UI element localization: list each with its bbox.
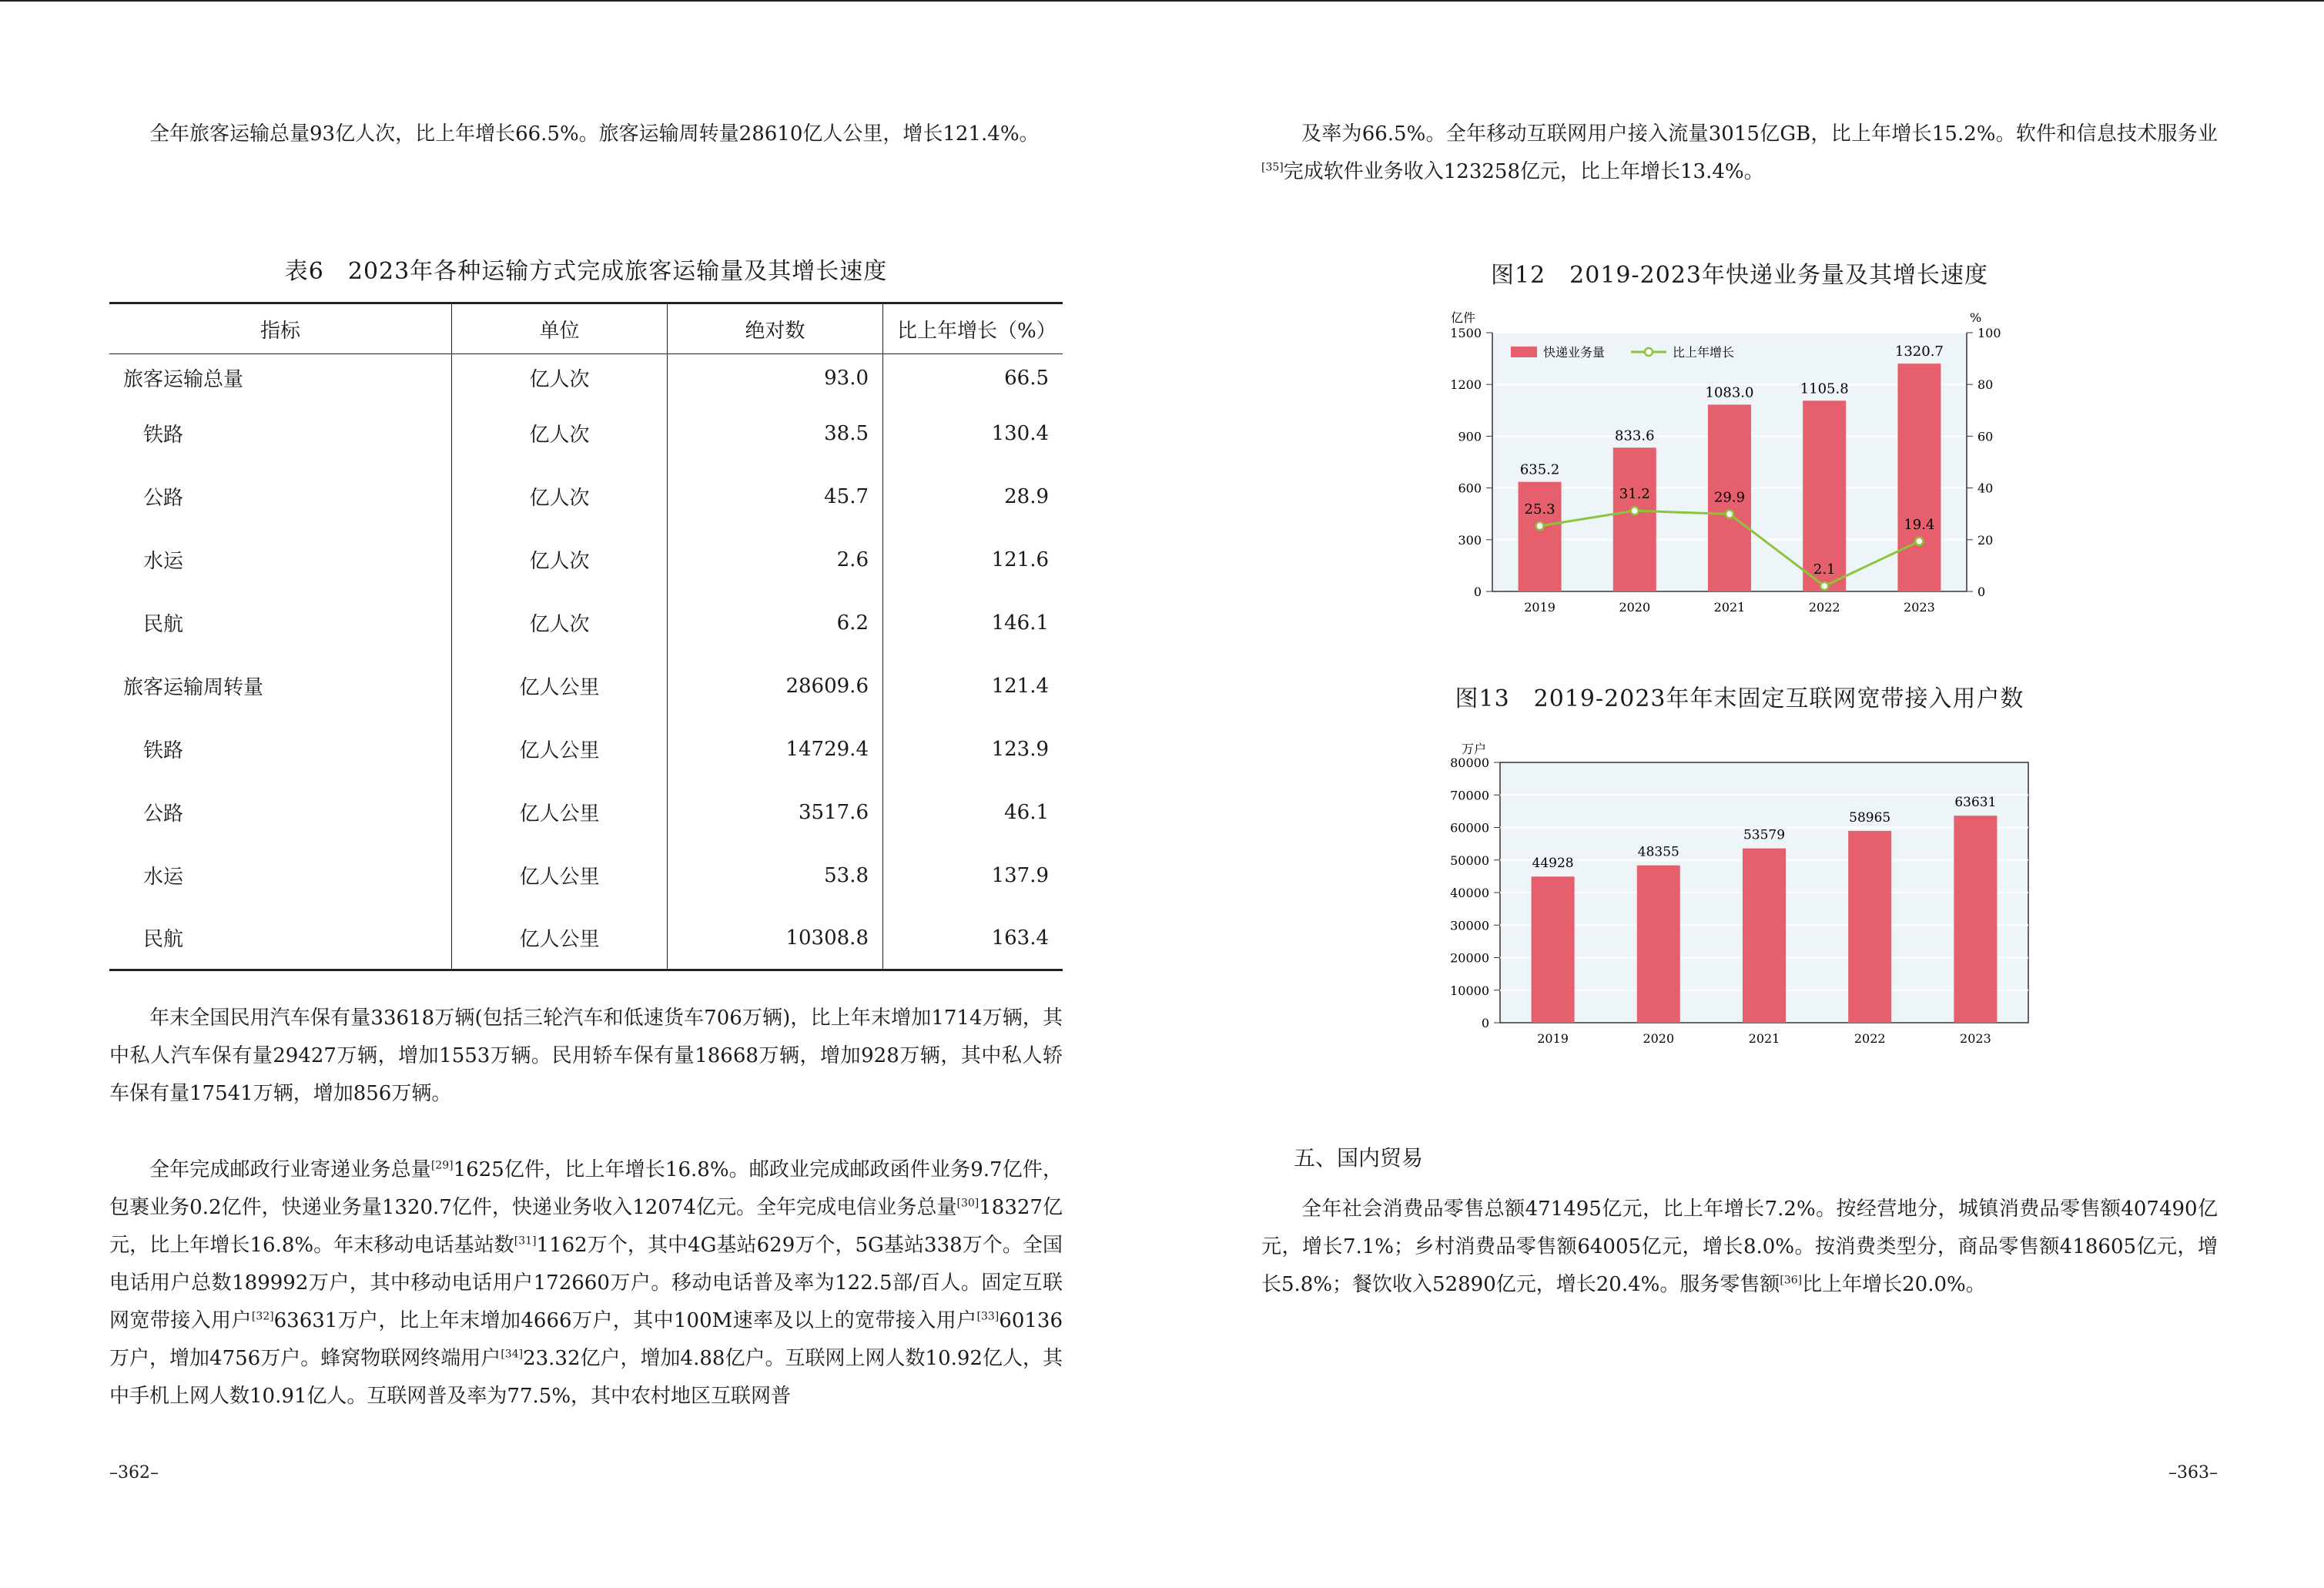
text-run: 完成软件业务收入123258亿元，比上年增长13.4%。 bbox=[1283, 160, 1764, 183]
cell-absolute: 14729.4 bbox=[668, 718, 883, 781]
table-row bbox=[109, 907, 1063, 970]
bar bbox=[1519, 482, 1562, 591]
text-run: 比上年增长20.0%。 bbox=[1802, 1273, 1986, 1296]
cell-unit: 亿人公里 bbox=[452, 907, 668, 970]
growth-point bbox=[1915, 538, 1923, 545]
cell-growth: 66.5 bbox=[883, 354, 1063, 402]
passenger-transport-table bbox=[109, 302, 1063, 971]
x-tick-label: 2019 bbox=[1524, 600, 1555, 615]
footnote-ref: [31] bbox=[514, 1235, 537, 1248]
text-run: 全年完成邮政行业寄递业务总量 bbox=[149, 1158, 431, 1181]
cell-indicator: 民航 bbox=[109, 907, 452, 970]
cell-growth: 130.4 bbox=[883, 402, 1063, 465]
page-number-right: –363– bbox=[2168, 1463, 2218, 1482]
text-run: 18327亿元，比上年增长16.8%。年末移动电话基站数 bbox=[109, 1196, 1063, 1257]
cell-indicator: 铁路 bbox=[143, 424, 184, 447]
y-tick-label: 10000 bbox=[1450, 983, 1489, 998]
growth-point bbox=[1631, 507, 1639, 514]
broadband-users-chart bbox=[1261, 732, 2218, 1055]
cell-indicator: 公路 bbox=[143, 487, 184, 510]
x-tick-label: 2021 bbox=[1748, 1031, 1780, 1046]
cell-unit: 亿人公里 bbox=[452, 844, 668, 907]
y-tick-label: 40000 bbox=[1450, 886, 1489, 900]
text-run: 全年社会消费品零售总额471495亿元，比上年增长7.2%。按经营地分，城镇消费品零售额407490亿元，增长7.1%；乡村消费品零售额64005亿元，增长8.0%。按消费类型分，商品零售额418605亿元，增长5.8%；餐饮收入52890亿元，增长20.4%。服务零售额 bbox=[1261, 1198, 2218, 1296]
growth-point bbox=[1536, 522, 1544, 530]
text-run: 60136万户，增加4756万户。蜂窝物联网终端用户 bbox=[109, 1309, 1063, 1370]
growth-value-label: 19.4 bbox=[1904, 516, 1935, 533]
x-tick-label: 2020 bbox=[1643, 1031, 1675, 1046]
y-axis-label-left: 亿件 bbox=[1451, 310, 1476, 325]
growth-value-label: 2.1 bbox=[1813, 561, 1836, 578]
cell-growth: 146.1 bbox=[883, 591, 1063, 655]
cell-absolute: 6.2 bbox=[668, 591, 883, 655]
section-title-domestic-trade: 五、国内贸易 bbox=[1294, 1145, 1424, 1171]
text-run: 及率为66.5%。全年移动互联网用户接入流量3015亿GB，比上年增长15.2%。软件和信息技术服务业 bbox=[1301, 122, 2218, 146]
express-delivery-chart bbox=[1261, 302, 2218, 625]
cell-absolute: 3517.6 bbox=[668, 781, 883, 844]
cell-unit: 亿人次 bbox=[452, 528, 668, 591]
paragraph-postal-telecom bbox=[109, 1151, 1063, 1415]
table-row bbox=[109, 844, 1063, 907]
text-run: 全年旅客运输总量93亿人次，比上年增长66.5%。旅客运输周转量28610亿人公里，增长121.4%。 bbox=[149, 122, 1040, 146]
table-row bbox=[109, 465, 1063, 528]
text-run: 23.32亿户，增加4.88亿户。互联网上网人数10.92亿人，其中手机上网人数10.91亿人。互联网普及率为77.5%，其中农村地区互联网普 bbox=[109, 1347, 1063, 1408]
x-tick-label: 2019 bbox=[1537, 1031, 1569, 1046]
footnote-ref: [33] bbox=[976, 1310, 1000, 1323]
cell-growth: 46.1 bbox=[883, 781, 1063, 844]
footnote-ref: [30] bbox=[956, 1197, 979, 1210]
footnote-ref: [29] bbox=[430, 1159, 454, 1172]
cell-unit: 亿人次 bbox=[452, 402, 668, 465]
text-run: 63631万户，比上年末增加4666万户，其中100M速率及以上的宽带接入用户 bbox=[273, 1309, 977, 1332]
footnote-ref: [36] bbox=[1780, 1274, 1803, 1287]
cell-indicator: 旅客运输周转量 bbox=[123, 676, 264, 699]
page-number-left: –362– bbox=[109, 1463, 159, 1482]
y-axis-label-right: % bbox=[1970, 310, 1982, 325]
bar bbox=[1743, 849, 1786, 1023]
table-row bbox=[109, 655, 1063, 718]
y-tick-label: 0 bbox=[1481, 1016, 1489, 1030]
footnote-ref: [34] bbox=[501, 1348, 524, 1361]
y-tick-right: 40 bbox=[1977, 481, 1994, 496]
y-tick-right: 100 bbox=[1977, 326, 2001, 340]
cell-indicator: 民航 bbox=[143, 613, 184, 636]
y-tick-right: 0 bbox=[1977, 585, 1986, 599]
text-run: 年末全国民用汽车保有量33618万辆(包括三轮汽车和低速货车706万辆)，比上年末增加1714万辆，其中私人汽车保有量29427万辆，增加1553万辆。民用轿车保有量18668万辆，增加928万辆，其中私人轿车保有量17541万辆，增加856万辆。 bbox=[109, 1007, 1063, 1105]
y-tick-left: 600 bbox=[1458, 481, 1482, 496]
x-tick-label: 2020 bbox=[1619, 600, 1651, 615]
bar-value-label: 53579 bbox=[1743, 827, 1786, 843]
cell-absolute: 45.7 bbox=[668, 465, 883, 528]
y-tick-label: 80000 bbox=[1450, 755, 1489, 770]
cell-growth: 137.9 bbox=[883, 844, 1063, 907]
footnote-ref: [35] bbox=[1261, 161, 1284, 174]
x-tick-label: 2022 bbox=[1854, 1031, 1886, 1046]
paragraph-passenger-transport bbox=[109, 116, 1063, 153]
cell-growth: 163.4 bbox=[883, 907, 1063, 970]
y-tick-right: 60 bbox=[1977, 429, 1994, 444]
bar bbox=[1848, 831, 1891, 1023]
y-tick-label: 50000 bbox=[1450, 853, 1489, 868]
growth-value-label: 31.2 bbox=[1619, 486, 1650, 503]
cell-absolute: 2.6 bbox=[668, 528, 883, 591]
chart12-title: 图12 2019-2023年快递业务量及其增长速度 bbox=[1490, 262, 1988, 289]
footnote-ref: [32] bbox=[251, 1310, 274, 1323]
cell-absolute: 10308.8 bbox=[668, 907, 883, 970]
cell-indicator: 旅客运输总量 bbox=[123, 368, 244, 392]
text-run: 1625亿件，比上年增长16.8%。邮政业完成邮政函件业务9.7亿件，包裹业务0.2亿件，快递业务量1320.7亿件，快递业务收入12074亿元。全年完成电信业务总量 bbox=[109, 1158, 1063, 1219]
paragraph-internet-software bbox=[1261, 116, 2218, 191]
table-row bbox=[109, 354, 1063, 402]
bar-value-label: 58965 bbox=[1849, 809, 1891, 826]
bar-value-label: 833.6 bbox=[1615, 427, 1655, 444]
cell-indicator: 水运 bbox=[143, 550, 184, 573]
table-caption: 表6 2023年各种运输方式完成旅客运输量及其增长速度 bbox=[284, 258, 888, 285]
bar-value-label: 48355 bbox=[1637, 844, 1679, 860]
y-tick-left: 1200 bbox=[1450, 377, 1482, 393]
y-tick-label: 60000 bbox=[1450, 820, 1489, 836]
cell-absolute: 93.0 bbox=[668, 354, 883, 402]
y-tick-left: 1500 bbox=[1450, 326, 1482, 340]
cell-growth: 121.4 bbox=[883, 655, 1063, 718]
bar-value-label: 44928 bbox=[1532, 856, 1574, 872]
y-tick-label: 30000 bbox=[1450, 918, 1489, 933]
cell-absolute: 53.8 bbox=[668, 844, 883, 907]
table-row bbox=[109, 402, 1063, 465]
left-page bbox=[109, 0, 1063, 1588]
growth-point bbox=[1726, 511, 1733, 518]
growth-point bbox=[1820, 582, 1828, 590]
cell-indicator: 铁路 bbox=[143, 739, 184, 762]
bar-value-label: 1083.0 bbox=[1705, 384, 1754, 401]
bar bbox=[1613, 447, 1656, 591]
header-growth: 比上年增长（%） bbox=[883, 303, 1063, 354]
growth-value-label: 29.9 bbox=[1713, 489, 1746, 506]
bar-value-label: 1105.8 bbox=[1800, 380, 1849, 397]
header-unit: 单位 bbox=[452, 303, 668, 354]
y-tick-left: 900 bbox=[1458, 429, 1482, 444]
cell-unit: 亿人次 bbox=[452, 465, 668, 528]
bar bbox=[1532, 876, 1575, 1023]
table-header-row bbox=[109, 303, 1063, 354]
header-indicator: 指标 bbox=[109, 303, 452, 354]
cell-unit: 亿人公里 bbox=[452, 781, 668, 844]
right-page bbox=[1261, 0, 2218, 1588]
cell-absolute: 38.5 bbox=[668, 402, 883, 465]
y-tick-label: 20000 bbox=[1450, 950, 1489, 966]
cell-growth: 121.6 bbox=[883, 528, 1063, 591]
y-axis-label: 万户 bbox=[1462, 742, 1487, 756]
legend-line-marker bbox=[1645, 348, 1653, 356]
y-tick-right: 20 bbox=[1977, 532, 1994, 548]
bar bbox=[1897, 363, 1941, 591]
table-row bbox=[109, 528, 1063, 591]
y-tick-left: 300 bbox=[1458, 532, 1482, 548]
cell-indicator: 公路 bbox=[143, 802, 184, 826]
table-row bbox=[109, 718, 1063, 781]
bar-value-label: 635.2 bbox=[1519, 461, 1560, 478]
y-tick-left: 0 bbox=[1473, 585, 1482, 599]
paragraph-retail-sales bbox=[1261, 1191, 2218, 1304]
x-tick-label: 2022 bbox=[1808, 600, 1840, 615]
table-row bbox=[109, 591, 1063, 655]
y-tick-right: 80 bbox=[1977, 377, 1994, 393]
paragraph-vehicles bbox=[109, 1000, 1063, 1113]
x-tick-label: 2021 bbox=[1713, 600, 1746, 615]
growth-value-label: 25.3 bbox=[1524, 501, 1555, 518]
table-row bbox=[109, 781, 1063, 844]
legend-bar-swatch bbox=[1511, 347, 1537, 357]
bar-value-label: 1320.7 bbox=[1894, 343, 1944, 360]
cell-growth: 28.9 bbox=[883, 465, 1063, 528]
bar-value-label: 63631 bbox=[1954, 795, 1997, 811]
cell-indicator: 水运 bbox=[143, 866, 184, 889]
cell-unit: 亿人次 bbox=[452, 354, 668, 402]
text-run: 1162万个，其中4G基站629万个，5G基站338万个。全国电话用户总数189992万户，其中移动电话用户172660万户。移动电话普及率为122.5部/百人。固定互联网宽带接入用户 bbox=[109, 1234, 1063, 1332]
x-tick-label: 2023 bbox=[1904, 600, 1935, 615]
header-absolute: 绝对数 bbox=[668, 303, 883, 354]
bar bbox=[1637, 866, 1680, 1023]
cell-growth: 123.9 bbox=[883, 718, 1063, 781]
cell-absolute: 28609.6 bbox=[668, 655, 883, 718]
legend-line-label: 比上年增长 bbox=[1673, 345, 1735, 360]
x-tick-label: 2023 bbox=[1960, 1031, 1991, 1046]
chart13-title: 图13 2019-2023年年末固定互联网宽带接入用户数 bbox=[1455, 685, 2024, 712]
cell-unit: 亿人公里 bbox=[452, 655, 668, 718]
cell-unit: 亿人次 bbox=[452, 591, 668, 655]
cell-unit: 亿人公里 bbox=[452, 718, 668, 781]
legend-bar-label: 快递业务量 bbox=[1543, 345, 1606, 360]
y-tick-label: 70000 bbox=[1450, 788, 1489, 803]
bar bbox=[1954, 816, 1997, 1023]
